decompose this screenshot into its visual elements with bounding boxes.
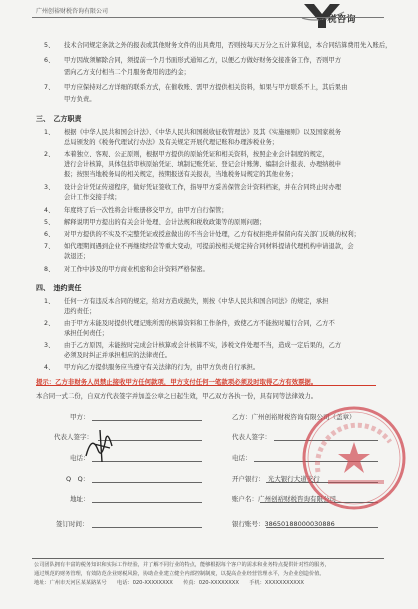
item-text: 对甲方提供的不实及不完整凭证或授意做出的不当会计处理，乙方有权拒绝并保留向有关部门反映的权利； [64,231,360,238]
party-a-qq-line [92,482,202,483]
item-text: 由于甲方未能及时提供代理记账所需的核算资料和工作条件，致使乙方不能按时履行合同，乙方不 [64,320,335,327]
notice-text: 提示：乙方非财务人员禁止接收甲方任何款项，甲方支付任何一笔款项必须及时取得乙方有效票据。 [36,378,318,386]
account-name-label: 账户名：广州创裕财税咨询有限公司 [232,495,336,503]
item-number: 4、 [44,364,55,371]
footer-line-3: 地址：广州市天河区某某路某号 电话：020-XXXXXXXX 传真：020-XXXXXXXX 手机：XXXXXXXXXXX [34,580,304,586]
item-text: 甲方应保持对乙方详细的联系方式，在催收账、需甲方提供相关资料，如果与甲方联系不上，其后果由 [64,84,348,91]
party-b-phone-label: 电话： [232,454,252,462]
item-number: 7、 [44,243,55,250]
header-divider [32,17,384,18]
item-text: 甲方负责。 [64,96,96,103]
section-4-title: 四、 违约责任 [36,284,82,292]
item-number: 1、 [44,129,55,136]
sign-date-label: 签订时间： [56,520,89,528]
copies-text: 本合同一式二份，自双方代表签字并加盖公章之日起生效，甲乙双方各执一份，具有同等法律效力。 [36,392,318,400]
item-text: 任何一方有违反本合同的规定，给对方造成损失，则按《中华人民共和国合同法》的规定，承担 [64,298,329,305]
footer-divider [32,558,384,559]
item-number: 1、 [44,298,55,305]
item-text: 款退还； [64,253,90,260]
item-text: 报；按照当地税务局的相关规定，按期报送有关报表，当地税务局规定的其他业务； [64,171,297,178]
logo-text: 财税咨询 [318,15,357,25]
party-a-qq-label: Q Q： [66,475,90,483]
footer-line-2: 通过规范的财务管理，有效防范企业财税风险，协助企业建立健全内部控制制度，以提高企业经营管理水平，为企业创造价值。 [34,571,325,577]
item-text: 由于乙方原因，未能按时完成会计核算或会计核算不实，涉税文件处理不当，造成一定后果的，乙方 [64,342,342,349]
item-text: 对工作中涉及的甲方商业机密和会计资料严格保密。 [64,266,209,273]
item-text: 甲方向乙方提供服务应当遵守有关法律的行为，由甲方负责自行承担。 [64,364,260,371]
item-number: 2、 [44,320,55,327]
item-text: 违约责任； [64,308,96,315]
item-text: 需向乙方支付相当二个月服务费用的违约金； [64,69,190,76]
handwritten-signature [80,426,120,466]
item-text: 技术合同规定条款之外的报表或其他财务文件的出具费用，否则按每天万分之五计算利息，本合同结算费用先入账后， [64,42,392,49]
item-text: 根据《中华人民共和国会计法》、《中华人民共和国税收征收管理法》及其《实施细则》以及国家税务 [64,129,342,136]
section-3-title: 三、 乙方职责 [36,115,82,123]
item-text: 甲方因故须解除合同，须提前一个月书面形式通知乙方，以便乙方做好财务交接准备工作，否则甲方 [64,57,342,64]
item-number: 4、 [44,207,55,214]
company-seal-stamp [298,402,410,514]
item-text: 年度终了后一次性将会计账册移交甲方，由甲方自行保管； [64,207,228,214]
party-b-label: 乙方：广州创裕财税咨询有限公司（盖章） [232,413,356,421]
item-text: 总局颁发的《税务代理试行办法》及有关规定开展代理记账和办理涉税业务； [64,139,279,146]
item-number: 2、 [44,151,55,158]
header-company: 广州创裕财税咨询有限公司 [36,8,109,15]
item-text: 承担任何责任； [64,330,109,337]
item-number: 5、 [44,219,55,226]
item-number: 7、 [44,84,55,91]
footer-line-1: 公司团队拥有丰富的税务知识和实际工作经验，并了解不同行业的特点，能够根据每个客户的需求和业务特点提供针对性的服务， [34,562,330,568]
party-a-addr-line [92,502,202,503]
party-b-rep-label: 代表人签字： [232,433,271,441]
account-no-line [266,527,378,528]
item-text: 必须及时纠正并承担相应的法律责任。 [64,352,172,359]
item-text: 如代理期间遇到企业不再继续经营等重大变动，可提前按相关规定持合同材料提请代理机构申请退款，会 [64,243,354,250]
party-a-phone-label: 电话： [70,454,90,462]
sign-date-line [92,527,202,528]
item-number: 3、 [44,184,55,191]
item-number: 3、 [44,342,55,349]
bank-label: 开户银行： 光大银行大道支行 [232,475,320,483]
party-a-label: 甲方： [70,413,90,421]
item-number: 8、 [44,266,55,273]
item-text: 设计会计凭证传递程序，做好凭证签收工作，指导甲方妥善保管会计资料档案，并在合同终止时办理 [64,184,342,191]
party-a-rep-label: 代表人签字： [54,433,93,441]
party-a-addr-label: 地址： [70,495,90,503]
account-no-label: 银行账号：38650188000030886 [232,520,335,528]
item-text: 会计工作交接手续； [64,194,121,201]
item-number: 6、 [44,57,55,64]
item-number: 5、 [44,42,55,49]
item-text: 解释说明甲方提出的有关会计处理、会计法规和税收政策等的原则问题； [64,219,266,226]
item-text: 本着独立、客观、公正原则，根据甲方提供的原始凭证和相关资料，按照企业会计制度的规定， [64,151,329,158]
item-number: 6、 [44,231,55,238]
party-a-line [92,420,202,421]
item-text: 进行会计核算，具体包括审核原始凭证、填制记账凭证、登记会计账簿、编制会计报表、办理纳税申 [64,161,342,168]
notice-underline [36,385,376,386]
